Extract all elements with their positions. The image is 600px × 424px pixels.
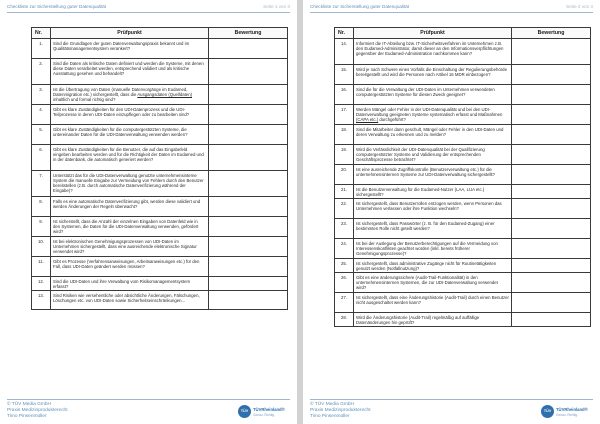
row-bewertung-cell[interactable] [512, 85, 591, 105]
table-row [335, 219, 591, 239]
row-bewertung-cell[interactable] [209, 291, 288, 310]
row-bewertung-cell[interactable] [512, 145, 591, 165]
row-pruefpunkt: Ist eine ausreichende Zugriffskontrolle (Benutzerverwaltung etc.) für die unternehmensinternen Systeme zur UDI-Datenverwaltung sichergestellt? [354, 165, 512, 185]
row-bewertung-cell[interactable] [209, 145, 288, 171]
table-row [32, 217, 288, 237]
table-row [32, 291, 288, 310]
row-pruefpunkt: Falls es eine automatische Datenverifizierung gibt, werden diese validiert und werden Änderungen der Regeln überwacht? [51, 197, 209, 217]
row-number: 16. [335, 85, 354, 105]
row-bewertung-cell[interactable] [209, 277, 288, 291]
page-right [303, 0, 600, 424]
row-number: 17. [335, 105, 354, 125]
row-number: 1. [32, 39, 51, 59]
table-row [32, 39, 288, 59]
underlined-text: Ausgangsdaten (Quelldaten) [137, 91, 193, 97]
row-number: 11. [32, 257, 51, 277]
header-rule [7, 12, 290, 13]
column-header-pruefpunkt: Prüfpunkt [354, 28, 512, 39]
row-bewertung-cell[interactable] [209, 171, 288, 197]
row-pruefpunkt: Ist sichergestellt, dass administrative Zugänge nicht für Routinetätigkeiten genutzt werden (Notfallnutzung)? [354, 259, 512, 273]
row-pruefpunkt: Ist bei der Auslegung der Benutzerberechtigungen auf die Vermeidung von Interessenskonflikten geachtet worden (inkl. bereits früherer Genehmigungsprozesse)? [354, 239, 512, 259]
row-number: 27. [335, 293, 354, 313]
row-pruefpunkt: Wird die Änderungshistorie (Audit-Trail) regelmäßig auf auffällige Datenänderungen hin geprüft? [354, 313, 512, 327]
header-title: Checkliste zur Sicherstellung guter Datenqualität [7, 4, 107, 9]
row-pruefpunkt: Sind die für die Verwaltung der UDI-Daten im Unternehmen verwendeten computergestützten Systeme für diesen Zweck geeignet? [354, 85, 512, 105]
row-number: 6. [32, 145, 51, 171]
row-bewertung-cell[interactable] [209, 85, 288, 105]
checklist-table [31, 27, 288, 310]
row-bewertung-cell[interactable] [512, 165, 591, 185]
footer-rule [310, 399, 593, 400]
footer-publication: Praxis Medizinprodukterecht [310, 408, 371, 413]
column-header-nr: Nr. [32, 28, 51, 39]
row-number: 9. [32, 217, 51, 237]
row-bewertung-cell[interactable] [512, 185, 591, 199]
row-number: 2. [32, 59, 51, 85]
row-pruefpunkt: Gibt es klare Zuständigkeiten für den UDI-Datenprozess und die UDI-Teilprozesse in deren UDI-Daten einzupflegen oder zu bearbeiten sind? [51, 105, 209, 125]
row-pruefpunkt: Sind die Grundlagen der guten Datenverwaltungspraxis bekannt und im Qualitätsmanagementsystem verankert? [51, 39, 209, 59]
row-pruefpunkt: Sind die Mitarbeiter dann geschult, Mängel oder Fehler in den UDI-Daten und deren Verwaltung zu erkennen und zu melden? [354, 125, 512, 145]
table-row [335, 39, 591, 65]
footer-author: Timo Pinsenmüller [7, 414, 47, 419]
table-row [32, 237, 288, 257]
column-header-bewertung: Bewertung [512, 28, 591, 39]
logo-wordmark: TÜVRheinland® [253, 407, 285, 412]
footer-copyright: © TÜV Media GmbH [310, 402, 354, 407]
row-pruefpunkt: Ist sichergestellt, dass Benutzerrollen entzogen werden, wenn Personen das Unternehmen verlassen oder ihre Funktion wechseln? [354, 199, 512, 219]
footer-copyright: © TÜV Media GmbH [7, 402, 51, 407]
row-number: 24. [335, 239, 354, 259]
logo-slogan: Genau. Richtig. [253, 413, 275, 417]
row-bewertung-cell[interactable] [512, 273, 591, 293]
row-number: 8. [32, 197, 51, 217]
row-pruefpunkt: Ist die Benutzerverwaltung für die Eudamed-Nutzer (LAA, LUA etc.) sichergestellt? [354, 185, 512, 199]
tuev-logo [541, 405, 591, 419]
row-bewertung-cell[interactable] [512, 199, 591, 219]
tuev-logo-icon: TÜV [238, 405, 251, 418]
column-header-nr: Nr. [335, 28, 354, 39]
table-row [32, 145, 288, 171]
row-bewertung-cell[interactable] [512, 65, 591, 85]
footer-rule [7, 399, 290, 400]
row-number: 19. [335, 145, 354, 165]
row-bewertung-cell[interactable] [209, 125, 288, 145]
row-number: 14. [335, 39, 354, 65]
table-row [335, 185, 591, 199]
table-row [335, 273, 591, 293]
row-bewertung-cell[interactable] [209, 39, 288, 59]
footer-publication: Praxis Medizinprodukterecht [7, 408, 68, 413]
page-header [310, 3, 593, 12]
table-row [335, 65, 591, 85]
table-row [32, 171, 288, 197]
row-number: 25. [335, 259, 354, 273]
row-number: 21. [335, 185, 354, 199]
table-header-row [335, 28, 591, 39]
table-row [32, 197, 288, 217]
table-row [335, 259, 591, 273]
row-bewertung-cell[interactable] [209, 197, 288, 217]
table-row [335, 313, 591, 327]
row-pruefpunkt: Ist sicherstellt, dass die Anzahl der einzelnen Eingaben von Datenfeld wie in den Systemen, die Daten für die UDI-Datenverwaltung verwenden, gefördert wird? [51, 217, 209, 237]
row-number: 5. [32, 125, 51, 145]
row-bewertung-cell[interactable] [512, 125, 591, 145]
table-row [32, 105, 288, 125]
row-bewertung-cell[interactable] [512, 39, 591, 65]
page-label: Seite 2 von 3 [566, 4, 593, 9]
row-pruefpunkt: Wird die Verlässlichkeit der UDI-Datenqualität bei der Qualifizierung computergestützter Systeme und Validierung der entsprechenden Geschäftsprozesse betrachtet? [354, 145, 512, 165]
tuev-logo [238, 405, 288, 419]
row-pruefpunkt: Gibt es eine änderungssichere (Audit-Trail-Funktionalität) in den unternehmensinternen Systemen, die zur UDI-Datenverwaltung verwendet wird? [354, 273, 512, 293]
table-row [335, 199, 591, 219]
row-pruefpunkt: Werden Mängel oder Fehler in der UDI-Datenqualität und bei den UDI-Datenverwaltung geeigneten Systeme systematisch erfasst und Maßnahmen (CAPA etc.) durchgeführt? [354, 105, 512, 125]
row-pruefpunkt: Ist sichergestellt, dass Passwörter (z. B. für den Eudamed-Zugang) einer bestimmten Rolle nicht geteilt werden? [354, 219, 512, 239]
row-pruefpunkt: Wird je nach Schwere eines Vorfalls die Einschaltung der Regulierungsbehörde bereitgestellt und wird die Personen nach Artikel 16 MDR einbezogen? [354, 65, 512, 85]
row-pruefpunkt: Gibt es klare Zuständigkeiten für die computergestützten Systeme, die untereinander Daten für die UDI-Datenverwaltung verwenden werden? [51, 125, 209, 145]
table-row [335, 165, 591, 185]
row-pruefpunkt: Ist bei elektronischen Genehmigungsprozessen von UDI-Daten im Unternehmen sichergestellt, dass eine ausreichende elektronische Signatur verwendet wird? [51, 237, 209, 257]
row-number: 23. [335, 219, 354, 239]
row-bewertung-cell[interactable] [512, 313, 591, 327]
row-number: 20. [335, 165, 354, 185]
header-title: Checkliste zur Sicherstellung guter Datenqualität [310, 4, 410, 9]
row-bewertung-cell[interactable] [209, 217, 288, 237]
column-header-bewertung: Bewertung [209, 28, 288, 39]
footer-author: Timo Pinsenmüller [310, 414, 350, 419]
table-row [32, 125, 288, 145]
row-bewertung-cell[interactable] [209, 237, 288, 257]
row-bewertung-cell[interactable] [512, 105, 591, 125]
table-row [335, 239, 591, 259]
table-row [335, 85, 591, 105]
row-pruefpunkt: Informiert die IT-Abteilung bzw. IT-Sicherheitsverfahren im Unternehmen z.B. den Eudamed-Administrator, damit dieser an den Informationsverpflichtungen gegenüber der Eudamed-Administration nachkommen kann? [354, 39, 512, 65]
page-header [7, 3, 290, 12]
page-left [0, 0, 297, 424]
row-bewertung-cell[interactable] [512, 239, 591, 259]
underlined-text: (CAPA etc.) [356, 116, 379, 122]
row-number: 18. [335, 125, 354, 145]
checklist-table [334, 27, 591, 327]
row-bewertung-cell[interactable] [209, 59, 288, 85]
row-pruefpunkt: Gibt es klare Zuständigkeiten für die Benutzer, die auf das Eingabefeld eingeben bearbeiten werden und für die Richtigkeit der Daten im Eudamed und in der datenbank, die automatisch generiert werden? [51, 145, 209, 171]
row-number: 15. [335, 65, 354, 85]
tuev-logo-icon: TÜV [541, 405, 554, 418]
row-number: 3. [32, 85, 51, 105]
table-row [32, 85, 288, 105]
table-row [335, 105, 591, 125]
row-bewertung-cell[interactable] [512, 259, 591, 273]
column-header-pruefpunkt: Prüfpunkt [51, 28, 209, 39]
table-row [335, 125, 591, 145]
row-number: 28. [335, 313, 354, 327]
page-footer [310, 399, 593, 423]
row-bewertung-cell[interactable] [209, 257, 288, 277]
table-row [32, 257, 288, 277]
row-bewertung-cell[interactable] [512, 219, 591, 239]
header-rule [310, 12, 593, 13]
table-header-row [32, 28, 288, 39]
row-pruefpunkt: Sind die UDI-Daten und ihre Verwaltung vom Risikomanagementsystem erfasst? [51, 277, 209, 291]
row-number: 26. [335, 273, 354, 293]
table-row [335, 145, 591, 165]
row-bewertung-cell[interactable] [512, 293, 591, 313]
logo-slogan: Genau. Richtig. [556, 413, 578, 417]
row-pruefpunkt: Sind die Daten als kritische Daten definiert und werden die Systeme, mit denen diese Daten verarbeitet werden, entsprechend validiert und als kritische Ausstattung gesehen und behandelt? [51, 59, 209, 85]
row-pruefpunkt: Ist die Übertragung von Daten (manuelle Datenvorgänge im Eudamed, Datenmigration etc.) sichergestellt, dass die Ausgangsdaten (Quelldaten) inhaltlich und formal richtig sind? [51, 85, 209, 105]
row-pruefpunkt: Unterstützt das für die UDI-Datenverwaltung genutzte unternehmensinterne System die manuelle Eingabe zur Vermeidung von Fehlern durch den Benutzer bereitstellen (z.B. durch automatische Datenverifizierung während der Eingabe)? [51, 171, 209, 197]
row-pruefpunkt: Ist sichergestellt, dass eine Änderungshistorie (Audit-Trail) durch einen Benutzer nicht ausgeschaltet werden kann? [354, 293, 512, 313]
row-number: 12. [32, 277, 51, 291]
row-number: 4. [32, 105, 51, 125]
page-label: Seite 1 von 3 [263, 4, 290, 9]
row-bewertung-cell[interactable] [209, 105, 288, 125]
table-row [335, 293, 591, 313]
row-pruefpunkt: Gibt es Prozesse (Verfahrensanweisungen, Arbeitsanweisungen etc.) für den Fall, dass UDI-Daten geändert werden müssen? [51, 257, 209, 277]
row-number: 10. [32, 237, 51, 257]
row-pruefpunkt: Sind Risiken wie versehentliche oder absichtliche Änderungen, Fälschungen, Löschungen etc. von UDI-Daten sowie Sicherheitseinschränkungen... [51, 291, 209, 310]
table-row [32, 277, 288, 291]
row-number: 13. [32, 291, 51, 310]
row-number: 22. [335, 199, 354, 219]
page-footer [7, 399, 290, 423]
row-number: 7. [32, 171, 51, 197]
table-row [32, 59, 288, 85]
logo-wordmark: TÜVRheinland® [556, 407, 588, 412]
